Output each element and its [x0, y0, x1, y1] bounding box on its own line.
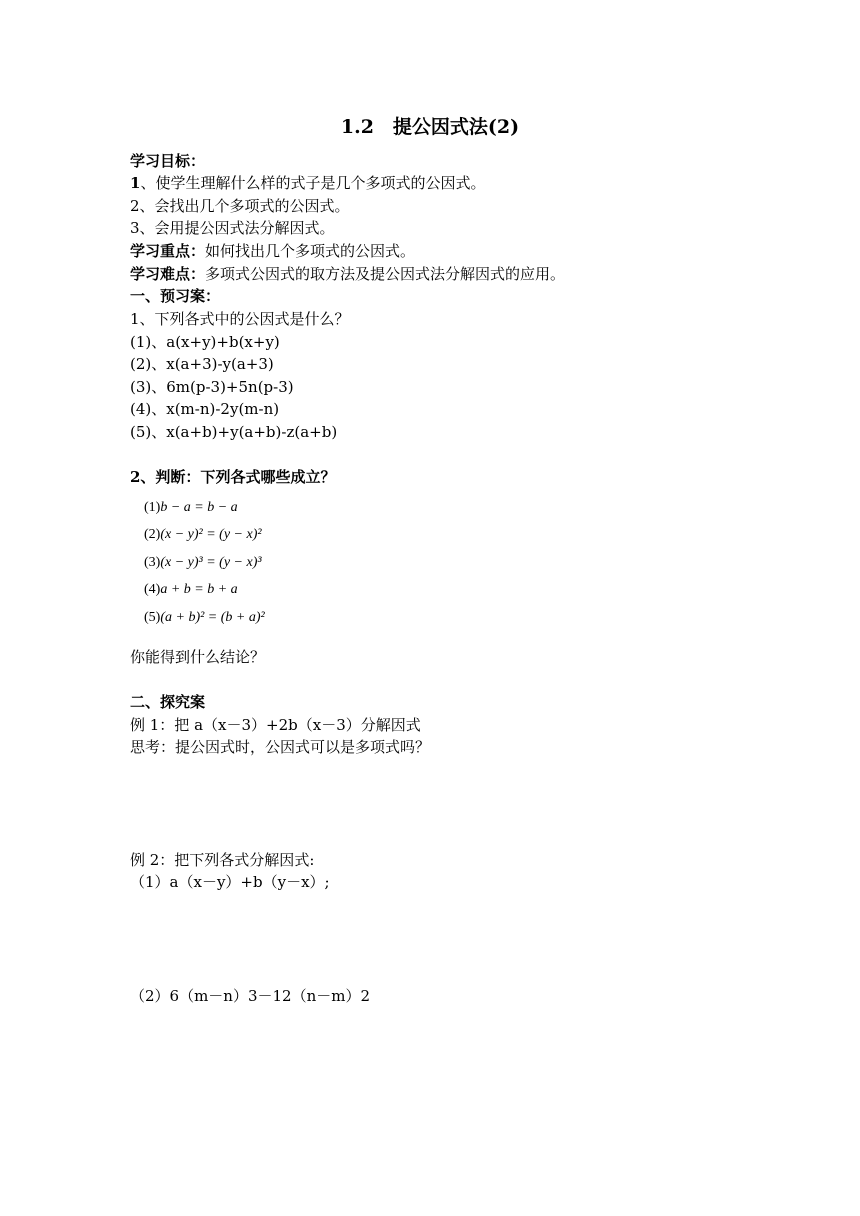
key-point: 学习重点：如何找出几个多项式的公因式。: [130, 242, 416, 260]
example-2: 例 2：把下列各式分解因式:: [130, 851, 315, 869]
objective-item-3: 3、会用提公因式法分解因式。: [130, 219, 335, 237]
preview-question-1: 1、下列各式中的公因式是什么？: [130, 310, 350, 328]
formula-row: (3)(x − y)³ = (y − x)³: [144, 555, 262, 570]
preview-question-2: 2、判断：下列各式哪些成立？: [130, 468, 336, 486]
preview-item: (3)、6m(p-3)+5n(p-3): [130, 378, 294, 396]
difficulty: 学习难点：多项式公因式的取方法及提公因式法分解因式的应用。: [130, 265, 566, 283]
objective-item-2: 2、会找出几个多项式的公因式。: [130, 197, 350, 215]
preview-item: (2)、x(a+3)-y(a+3): [130, 355, 274, 373]
example-2-item-2: （2）6（m－n）3－12（n－m）2: [130, 987, 371, 1005]
example-1: 例 1：把 a（x－3）+2b（x－3）分解因式: [130, 716, 421, 734]
conclusion-question: 你能得到什么结论？: [130, 648, 266, 666]
preview-item: (5)、x(a+b)+y(a+b)-z(a+b): [130, 423, 338, 441]
objectives-heading: 学习目标：: [130, 152, 206, 170]
preview-heading: 一、预习案：: [130, 287, 221, 305]
objective-item-1: 1、使学生理解什么样的式子是几个多项式的公因式。: [130, 174, 486, 192]
preview-item: (1)、a(x+y)+b(x+y): [130, 333, 280, 351]
formula-row: (4)a + b = b + a: [144, 582, 238, 597]
formula-row: (2)(x − y)² = (y − x)²: [144, 527, 262, 542]
page-title: 1.2 提公因式法(2): [340, 116, 520, 138]
example-2-item-1: （1）a（x－y）+b（y－x）;: [130, 873, 330, 891]
formula-row: (1)b − a = b − a: [144, 500, 238, 515]
think-question: 思考：提公因式时，公因式可以是多项式吗？: [130, 738, 431, 756]
preview-item: (4)、x(m-n)-2y(m-n): [130, 400, 280, 418]
formula-row: (5)(a + b)² = (b + a)²: [144, 610, 265, 625]
explore-heading: 二、探究案: [130, 693, 206, 711]
